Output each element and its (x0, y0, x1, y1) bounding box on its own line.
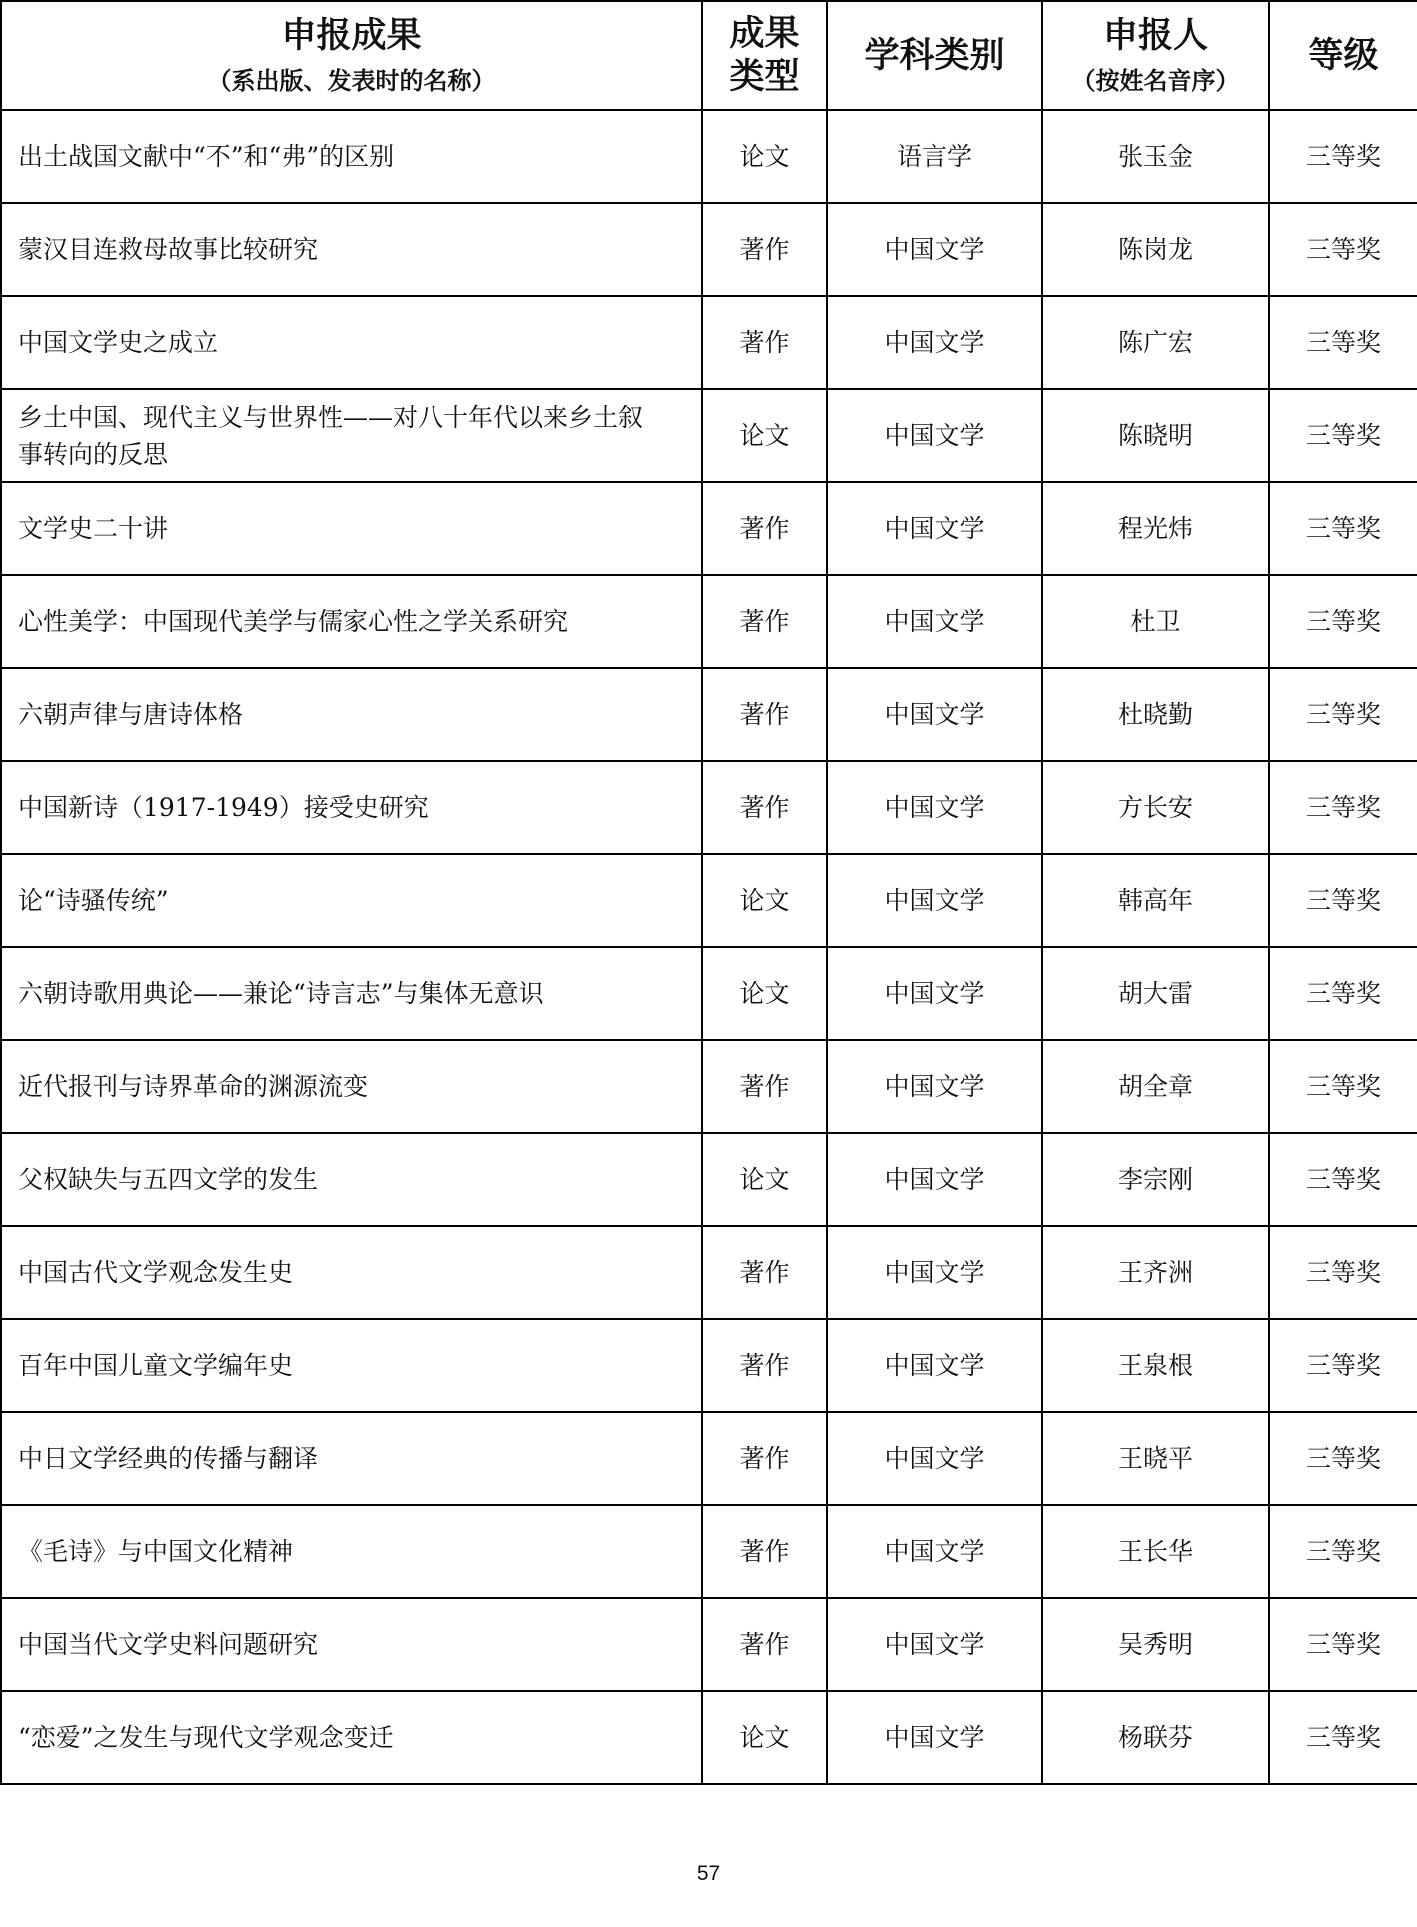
cell-title: 中国新诗（1917-1949）接受史研究 (1, 761, 702, 854)
table-row (1, 203, 1417, 296)
table-body (1, 110, 1417, 1784)
cell-type: 著作 (702, 1226, 827, 1319)
cell-title: 近代报刊与诗界革命的渊源流变 (1, 1040, 702, 1133)
cell-type: 著作 (702, 1505, 827, 1598)
cell-grade: 三等奖 (1269, 1691, 1417, 1784)
cell-discipline: 中国文学 (827, 575, 1042, 668)
cell-applicant: 杜卫 (1042, 575, 1269, 668)
cell-grade: 三等奖 (1269, 668, 1417, 761)
header-title-sub: （系出版、发表时的名称） (207, 66, 496, 95)
cell-type: 论文 (702, 110, 827, 203)
header-applicant (1042, 1, 1269, 110)
header-applicant-main: 申报人 (1102, 15, 1208, 56)
cell-grade: 三等奖 (1269, 854, 1417, 947)
cell-title: 六朝诗歌用典论——兼论“诗言志”与集体无意识 (1, 947, 702, 1040)
header-title (1, 1, 702, 110)
cell-grade: 三等奖 (1269, 1040, 1417, 1133)
cell-discipline: 中国文学 (827, 203, 1042, 296)
cell-discipline: 中国文学 (827, 1133, 1042, 1226)
cell-discipline: 中国文学 (827, 389, 1042, 482)
cell-applicant: 方长安 (1042, 761, 1269, 854)
cell-grade: 三等奖 (1269, 1319, 1417, 1412)
cell-applicant: 胡大雷 (1042, 947, 1269, 1040)
table-row (1, 296, 1417, 389)
cell-discipline: 中国文学 (827, 854, 1042, 947)
table-row (1, 668, 1417, 761)
cell-grade: 三等奖 (1269, 1133, 1417, 1226)
header-grade-main: 等级 (1308, 35, 1379, 76)
cell-grade: 三等奖 (1269, 482, 1417, 575)
cell-grade: 三等奖 (1269, 296, 1417, 389)
cell-title: 百年中国儿童文学编年史 (1, 1319, 702, 1412)
table-row (1, 854, 1417, 947)
header-applicant-sub: （按姓名音序） (1071, 66, 1240, 95)
table-row (1, 1133, 1417, 1226)
table-row (1, 389, 1417, 482)
header-title-main: 申报成果 (281, 15, 422, 56)
cell-type: 著作 (702, 761, 827, 854)
cell-title: 中国古代文学观念发生史 (1, 1226, 702, 1319)
cell-title: 文学史二十讲 (1, 482, 702, 575)
cell-type: 著作 (702, 1319, 827, 1412)
header-row (1, 1, 1417, 110)
cell-type: 著作 (702, 1412, 827, 1505)
cell-type: 著作 (702, 1040, 827, 1133)
table-row (1, 482, 1417, 575)
cell-discipline: 中国文学 (827, 1040, 1042, 1133)
cell-discipline: 中国文学 (827, 1319, 1042, 1412)
cell-applicant: 王泉根 (1042, 1319, 1269, 1412)
cell-applicant: 胡全章 (1042, 1040, 1269, 1133)
cell-type: 著作 (702, 668, 827, 761)
cell-title: 中国当代文学史料问题研究 (1, 1598, 702, 1691)
cell-applicant: 李宗刚 (1042, 1133, 1269, 1226)
cell-title: “恋爱”之发生与现代文学观念变迁 (1, 1691, 702, 1784)
table-row (1, 1505, 1417, 1598)
cell-applicant: 杜晓勤 (1042, 668, 1269, 761)
cell-applicant: 王齐洲 (1042, 1226, 1269, 1319)
table-row (1, 575, 1417, 668)
cell-applicant: 陈岗龙 (1042, 203, 1269, 296)
cell-type: 著作 (702, 575, 827, 668)
cell-type: 著作 (702, 296, 827, 389)
table-row (1, 1226, 1417, 1319)
cell-applicant: 陈晓明 (1042, 389, 1269, 482)
table-row (1, 1598, 1417, 1691)
table-row (1, 1319, 1417, 1412)
page-number: 57 (696, 1862, 721, 1885)
cell-title: 论“诗骚传统” (1, 854, 702, 947)
header-type-line2: 类型 (729, 56, 800, 97)
table-row (1, 110, 1417, 203)
cell-grade: 三等奖 (1269, 947, 1417, 1040)
cell-applicant: 王长华 (1042, 1505, 1269, 1598)
cell-type: 著作 (702, 482, 827, 575)
cell-title: 心性美学：中国现代美学与儒家心性之学关系研究 (1, 575, 702, 668)
cell-grade: 三等奖 (1269, 389, 1417, 482)
cell-title: 出土战国文献中“不”和“弗”的区别 (1, 110, 702, 203)
cell-grade: 三等奖 (1269, 1412, 1417, 1505)
cell-discipline: 中国文学 (827, 482, 1042, 575)
cell-grade: 三等奖 (1269, 1226, 1417, 1319)
cell-grade: 三等奖 (1269, 1598, 1417, 1691)
cell-applicant: 韩高年 (1042, 854, 1269, 947)
cell-type: 论文 (702, 389, 827, 482)
cell-applicant: 程光炜 (1042, 482, 1269, 575)
cell-applicant: 王晓平 (1042, 1412, 1269, 1505)
header-type (702, 1, 827, 110)
cell-type: 著作 (702, 1598, 827, 1691)
header-grade (1269, 1, 1417, 110)
cell-grade: 三等奖 (1269, 110, 1417, 203)
cell-discipline: 中国文学 (827, 296, 1042, 389)
cell-grade: 三等奖 (1269, 203, 1417, 296)
cell-title: 中国文学史之成立 (1, 296, 702, 389)
table-row (1, 1412, 1417, 1505)
cell-discipline: 中国文学 (827, 668, 1042, 761)
header-discipline (827, 1, 1042, 110)
cell-type: 论文 (702, 854, 827, 947)
cell-grade: 三等奖 (1269, 761, 1417, 854)
cell-applicant: 吴秀明 (1042, 1598, 1269, 1691)
cell-discipline: 中国文学 (827, 1505, 1042, 1598)
table-row (1, 1691, 1417, 1784)
cell-type: 论文 (702, 1691, 827, 1784)
cell-type: 论文 (702, 1133, 827, 1226)
table-row (1, 761, 1417, 854)
cell-discipline: 中国文学 (827, 1412, 1042, 1505)
cell-title: 六朝声律与唐诗体格 (1, 668, 702, 761)
cell-grade: 三等奖 (1269, 1505, 1417, 1598)
cell-discipline: 中国文学 (827, 1691, 1042, 1784)
cell-title: 乡土中国、现代主义与世界性——对八十年代以来乡土叙事转向的反思 (1, 389, 702, 482)
cell-title: 父权缺失与五四文学的发生 (1, 1133, 702, 1226)
cell-applicant: 张玉金 (1042, 110, 1269, 203)
cell-discipline: 中国文学 (827, 1226, 1042, 1319)
cell-discipline: 中国文学 (827, 1598, 1042, 1691)
header-discipline-main: 学科类别 (864, 35, 1005, 76)
cell-title: 蒙汉目连救母故事比较研究 (1, 203, 702, 296)
cell-grade: 三等奖 (1269, 575, 1417, 668)
table-row (1, 1040, 1417, 1133)
table-row (1, 947, 1417, 1040)
cell-applicant: 陈广宏 (1042, 296, 1269, 389)
cell-type: 论文 (702, 947, 827, 1040)
cell-discipline: 中国文学 (827, 947, 1042, 1040)
cell-discipline: 中国文学 (827, 761, 1042, 854)
header-type-line1: 成果 (729, 13, 800, 54)
table-header (1, 1, 1417, 110)
cell-title: 中日文学经典的传播与翻译 (1, 1412, 702, 1505)
cell-applicant: 杨联芬 (1042, 1691, 1269, 1784)
cell-title: 《毛诗》与中国文化精神 (1, 1505, 702, 1598)
cell-type: 著作 (702, 203, 827, 296)
cell-discipline: 语言学 (827, 110, 1042, 203)
